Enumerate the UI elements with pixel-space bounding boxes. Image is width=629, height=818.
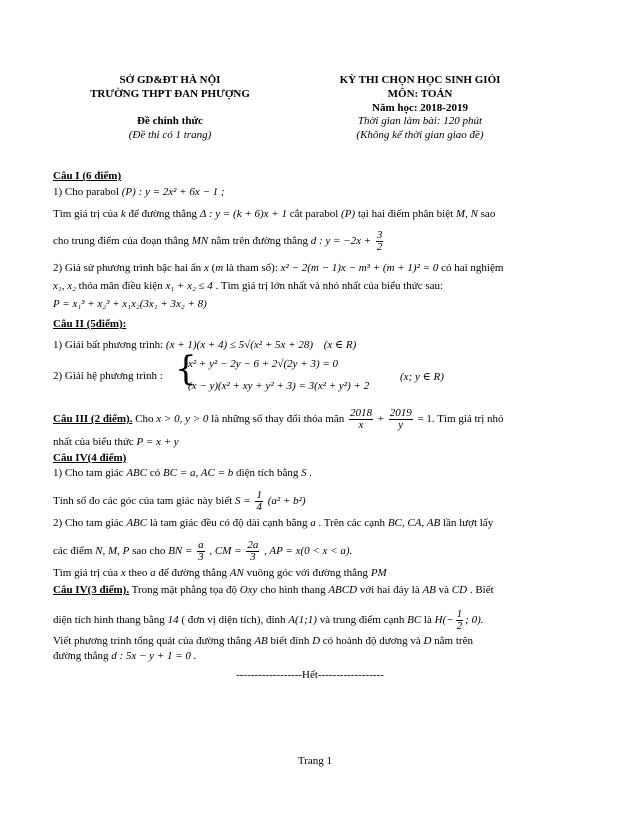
math-S: S . xyxy=(301,467,313,479)
text: lần lượt lấy xyxy=(442,517,494,529)
text: có xyxy=(149,467,161,479)
denominator: 3 xyxy=(250,551,256,563)
math-ABC: ABC xyxy=(126,517,148,529)
sides-list: BC, CA, AB xyxy=(387,517,441,529)
line-d-equation: d : y = −2x + xyxy=(310,235,372,248)
plus-sign: + xyxy=(377,413,384,426)
numerator: 3 xyxy=(376,229,383,241)
school-year: Năm học: 2018-2019 xyxy=(372,102,468,114)
q5-line2 xyxy=(53,609,483,632)
exam-title: KỲ THI CHỌN HỌC SINH GIỎI xyxy=(339,74,501,86)
text: 1) Cho tam giác xyxy=(53,467,124,479)
point-H-close: ; 0). xyxy=(465,614,484,627)
text: sao cho xyxy=(132,545,166,558)
math-roots: x₁, x₂ xyxy=(53,280,76,292)
math-a: a xyxy=(310,517,316,529)
sum-squares: (a² + b²) xyxy=(267,495,306,508)
q2-part1 xyxy=(53,338,356,351)
question-3-heading: Câu III (2 điểm). xyxy=(53,413,133,426)
fraction-a-3 xyxy=(197,540,205,563)
equals-one: = 1. xyxy=(417,413,435,426)
quadratic-equation: x² − 2(m − 1)x − m³ + (m + 1)² = 0 xyxy=(280,262,439,274)
q1-part2-line1 xyxy=(53,262,503,274)
system-equation-1: x² + y² − 2y − 6 + 2√(2y + 3) = 0 xyxy=(188,358,339,370)
text: theo xyxy=(128,567,148,579)
text: ( xyxy=(211,262,216,274)
parabol-equation: (P) : y = 2x² + 6x − 1 ; xyxy=(121,186,225,198)
text: 2) Cho tam giác xyxy=(53,517,124,529)
time-limit: Thời gian làm bài: 120 phút xyxy=(357,115,483,127)
text: 2) Giả sử phương trình bậc hai ẩn xyxy=(53,262,202,274)
text: Tìm giá trị nhỏ xyxy=(437,413,504,426)
text: biết đỉnh xyxy=(270,635,310,647)
math-x: x xyxy=(120,567,126,579)
q1-part1-label: 1) Cho parabol xyxy=(53,186,119,198)
expression-P: P = x + y xyxy=(136,436,179,448)
text: các điểm xyxy=(53,545,93,558)
text: nằm trên xyxy=(434,635,473,647)
text: Trong mặt phẳng tọa độ xyxy=(131,584,237,596)
q2-part1-label: 1) Giải bất phương trình: xyxy=(53,339,164,351)
fraction-1-4 xyxy=(255,490,263,513)
q4-part2-line2 xyxy=(53,540,352,563)
text: có hai nghiệm xyxy=(441,262,504,274)
text: cho hình thang xyxy=(260,584,326,596)
text: nhất của biểu thức xyxy=(53,436,134,448)
text: . Trên các cạnh xyxy=(318,517,386,529)
text: Tìm giá trị của xyxy=(53,567,119,579)
math-AB: AB xyxy=(422,584,436,596)
system-brace: { xyxy=(175,349,197,389)
q5-line3 xyxy=(53,635,473,647)
text: Viết phương trình tổng quát của đường thẳng xyxy=(53,635,252,647)
q1-part2-line2 xyxy=(53,280,443,292)
denominator: y xyxy=(398,419,404,431)
q1-part1-line3 xyxy=(53,230,385,253)
text: có hoành độ dương và xyxy=(322,635,421,647)
math-a: a xyxy=(150,567,156,579)
math-AP: , AP = x(0 < x < a). xyxy=(264,545,353,558)
inequality: (x + 1)(x + 4) ≤ 5√(x² + 5x + 28) xyxy=(165,339,313,351)
fraction-1-2 xyxy=(456,609,464,632)
text: tại hai điểm phân biệt xyxy=(357,208,454,220)
point-H-open: H(− xyxy=(434,614,454,627)
math-PM: PM xyxy=(370,567,387,579)
q1-part1-line1 xyxy=(53,186,225,198)
math-Oxy: Oxy xyxy=(239,584,258,596)
question-2-heading: Câu II (5điểm): xyxy=(53,318,127,330)
math-CD: CD xyxy=(451,584,468,596)
system-equation-2: (x − y)(x² + xy + y² + 3) = 3(x² + y²) + 2 xyxy=(188,380,370,392)
condition: x₁ + x₂ ≤ 4 xyxy=(165,280,213,292)
text: và xyxy=(438,584,450,596)
condition: x > 0, y > 0 xyxy=(156,413,209,426)
numerator: 1 xyxy=(256,489,262,501)
denominator: 3 xyxy=(198,551,204,563)
text: ( đơn vị diện tích), đỉnh xyxy=(181,614,286,627)
text: nằm trên đường thẳng xyxy=(210,235,308,248)
system-domain: (x; y ∈ R) xyxy=(400,371,444,383)
denominator: x xyxy=(358,419,364,431)
fraction-3-2 xyxy=(376,230,384,253)
q3-line1 xyxy=(53,408,504,431)
numerator: 2018 xyxy=(349,407,372,419)
line-d-equation: d : 5x − y + 1 = 0 . xyxy=(111,650,197,662)
fraction-2019-y xyxy=(389,408,413,431)
math-AB: AB xyxy=(254,635,268,647)
text: sao xyxy=(480,208,496,220)
q4-part2-line3 xyxy=(53,567,387,579)
subject: MÔN: TOÁN xyxy=(387,88,453,100)
text: để đường thẳng xyxy=(128,208,198,220)
sides: BC = a, AC = b xyxy=(163,467,234,479)
numerator: a xyxy=(198,539,204,551)
math-P: (P) xyxy=(341,208,356,220)
vertex-A: A(1;1) xyxy=(288,614,317,627)
text: đường thẳng xyxy=(53,650,109,662)
text: với hai đáy là xyxy=(359,584,420,596)
text: là những số thay đổi thỏa mãn xyxy=(211,413,345,426)
math-ABCD: ABCD xyxy=(328,584,358,596)
line-delta-equation: Δ : y = (k + 6)x + 1 xyxy=(199,208,287,220)
school-name: TRƯỜNG THPT ĐAN PHƯỢNG xyxy=(90,88,250,100)
math-BC: BC xyxy=(407,614,422,627)
math-k: k xyxy=(120,208,126,220)
math-S-eq: S = xyxy=(235,495,251,508)
math-D: D xyxy=(312,635,321,647)
time-note: (Không kể thời gian giao đề) xyxy=(356,129,484,141)
area-value: 14 xyxy=(167,614,179,627)
math-MN: MN xyxy=(191,235,209,248)
text: Tìm giá trị của xyxy=(53,208,119,220)
domain: (x ∈ R) xyxy=(323,339,357,351)
q2-part2-label: 2) Giải hệ phương trình : xyxy=(53,370,163,382)
fraction-2018-x xyxy=(349,408,373,431)
school-department: SỞ GD&ĐT HÀ NỘI xyxy=(119,74,221,86)
q1-part1-line2 xyxy=(53,208,495,220)
question-5-heading: Câu IV(3 điểm). xyxy=(53,584,130,596)
text: là xyxy=(423,614,432,627)
math-ABC: ABC xyxy=(126,467,148,479)
text: cắt parabol xyxy=(289,208,339,220)
denominator: 4 xyxy=(256,501,262,513)
math-CM: , CM = xyxy=(209,545,242,558)
text: diện tích hình thang bằng xyxy=(53,614,165,627)
text: để đường thẳng xyxy=(158,567,228,579)
denominator: 2 xyxy=(456,620,463,632)
numerator: 2019 xyxy=(389,407,412,419)
text: diện tích bằng xyxy=(236,467,299,479)
math-x: x xyxy=(203,262,209,274)
page-number: Trang 1 xyxy=(297,755,333,767)
text: thỏa mãn điều kiện xyxy=(78,280,163,292)
official-exam-label: Đề chính thức xyxy=(137,115,203,127)
q3-line2 xyxy=(53,436,179,448)
text: Cho xyxy=(135,413,154,426)
math-m: m xyxy=(215,262,224,274)
points: N, M, P xyxy=(95,545,130,558)
q4-part1-line2 xyxy=(53,490,306,513)
denominator: 2 xyxy=(376,241,383,253)
question-4-heading: Câu IV(4 điểm) xyxy=(53,452,127,464)
q4-part2-line1 xyxy=(53,517,493,529)
text: . Tìm giá trị lớn nhất và nhỏ nhất của biểu thức sau: xyxy=(215,280,444,292)
text: và trung điểm cạnh xyxy=(319,614,405,627)
math-AN: AN xyxy=(229,567,244,579)
expression-P: P = x₁³ + x₂³ + x₁x₂(3x₁ + 3x₂ + 8) xyxy=(53,298,207,310)
text: Tính số đo các góc của tam giác này biết xyxy=(53,495,233,508)
text: là tam giác đều có độ dài cạnh bằng xyxy=(149,517,308,529)
math-MN: M, N xyxy=(455,208,478,220)
math-D: D xyxy=(423,635,432,647)
text: là tham số): xyxy=(225,262,278,274)
page-count-note: (Đề thi có 1 trang) xyxy=(128,129,212,141)
question-1-heading: Câu I (6 điểm) xyxy=(53,170,122,182)
q5-line1 xyxy=(53,584,494,596)
text: cho trung điểm của đoạn thẳng xyxy=(53,235,189,248)
numerator: 2a xyxy=(247,539,259,551)
q4-part1-line1 xyxy=(53,467,312,479)
fraction-2a-3 xyxy=(246,540,259,563)
text: . Biết xyxy=(469,584,494,596)
q5-line4 xyxy=(53,650,196,662)
math-BN: BN = xyxy=(168,545,193,558)
text: vuông góc với đường thẳng xyxy=(246,567,369,579)
numerator: 1 xyxy=(456,608,463,620)
end-mark: ------------------Hết------------------ xyxy=(236,669,384,681)
